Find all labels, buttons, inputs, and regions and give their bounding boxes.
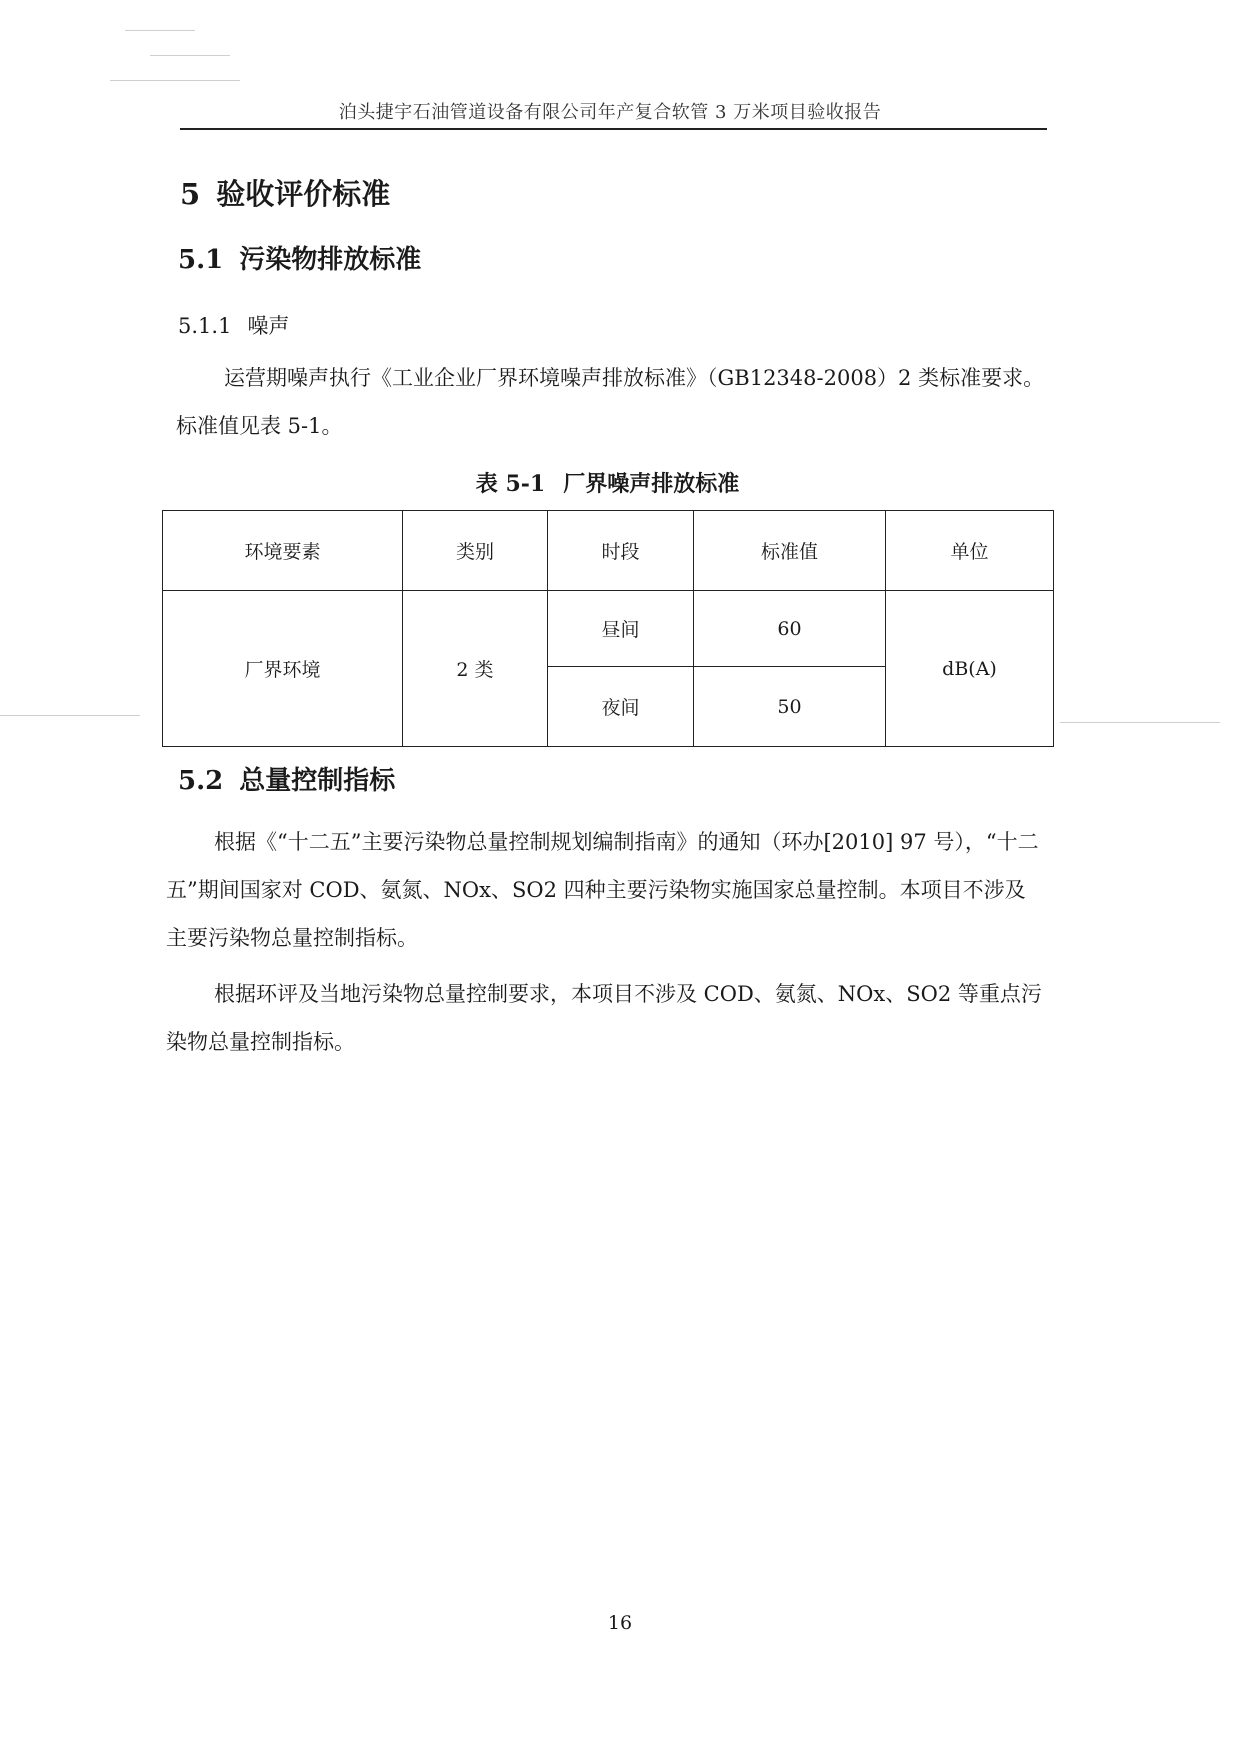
header-cell-unit: 单位 xyxy=(886,511,1054,591)
scan-artifact-line xyxy=(0,715,140,716)
scan-artifact-line xyxy=(1060,722,1220,723)
header-cell-period: 时段 xyxy=(548,511,694,591)
header-cell-element: 环境要素 xyxy=(163,511,403,591)
total-control-paragraph-2: 根据环评及当地污染物总量控制要求，本项目不涉及 COD、氨氮、NOx、SO2 等重点污染物总量控制指标。 xyxy=(166,982,1042,1054)
section-number: 5.2 xyxy=(178,766,224,796)
section-title: 验收评价标准 xyxy=(216,177,391,211)
section-number: 5 xyxy=(180,177,201,211)
section-title: 总量控制指标 xyxy=(239,766,396,796)
header-rule xyxy=(180,128,1047,130)
section-5-1-heading xyxy=(178,239,421,276)
noise-standard-table xyxy=(162,510,1054,747)
table-caption-number: 表 5-1 xyxy=(475,471,546,497)
noise-standard-paragraph: 运营期噪声执行《工业企业厂界环境噪声排放标准》（GB12348-2008）2 类标准要求。标准值见表 5-1。 xyxy=(176,366,1045,438)
cell-period-day: 昼间 xyxy=(548,591,694,667)
header-cell-value: 标准值 xyxy=(694,511,886,591)
cell-unit: dB(A) xyxy=(886,591,1054,747)
scan-artifact-line xyxy=(150,55,230,56)
table-caption-title: 厂界噪声排放标准 xyxy=(563,471,740,497)
section-title: 污染物排放标准 xyxy=(239,245,422,275)
total-control-paragraph-1: 根据《“十二五”主要污染物总量控制规划编制指南》的通知（环办[2010] 97 号），“十二五”期间国家对 COD、氨氮、NOx、SO2 四种主要污染物实施国家总量控制。本项目不涉及主要污染物总量控制指标。 xyxy=(166,830,1039,950)
scan-artifact-line xyxy=(110,80,240,81)
header-cell-category: 类别 xyxy=(403,511,548,591)
section-5-2-heading xyxy=(178,760,395,797)
page-number: 16 xyxy=(607,1612,633,1634)
table-caption xyxy=(160,467,1055,498)
table-row xyxy=(163,591,1054,667)
section-5-heading xyxy=(180,172,390,213)
scan-artifact-line xyxy=(125,30,195,31)
cell-period-night: 夜间 xyxy=(548,667,694,747)
section-5-1-1-heading xyxy=(178,310,289,340)
cell-category: 2 类 xyxy=(403,591,548,747)
running-header: 泊头捷宇石油管道设备有限公司年产复合软管 3 万米项目验收报告 xyxy=(338,102,882,123)
cell-element: 厂界环境 xyxy=(163,591,403,747)
table-header-row xyxy=(163,511,1054,591)
cell-value-day: 60 xyxy=(694,591,886,667)
section-title: 噪声 xyxy=(247,314,290,338)
cell-value-night: 50 xyxy=(694,667,886,747)
section-number: 5.1 xyxy=(178,245,224,275)
section-number: 5.1.1 xyxy=(178,314,232,338)
